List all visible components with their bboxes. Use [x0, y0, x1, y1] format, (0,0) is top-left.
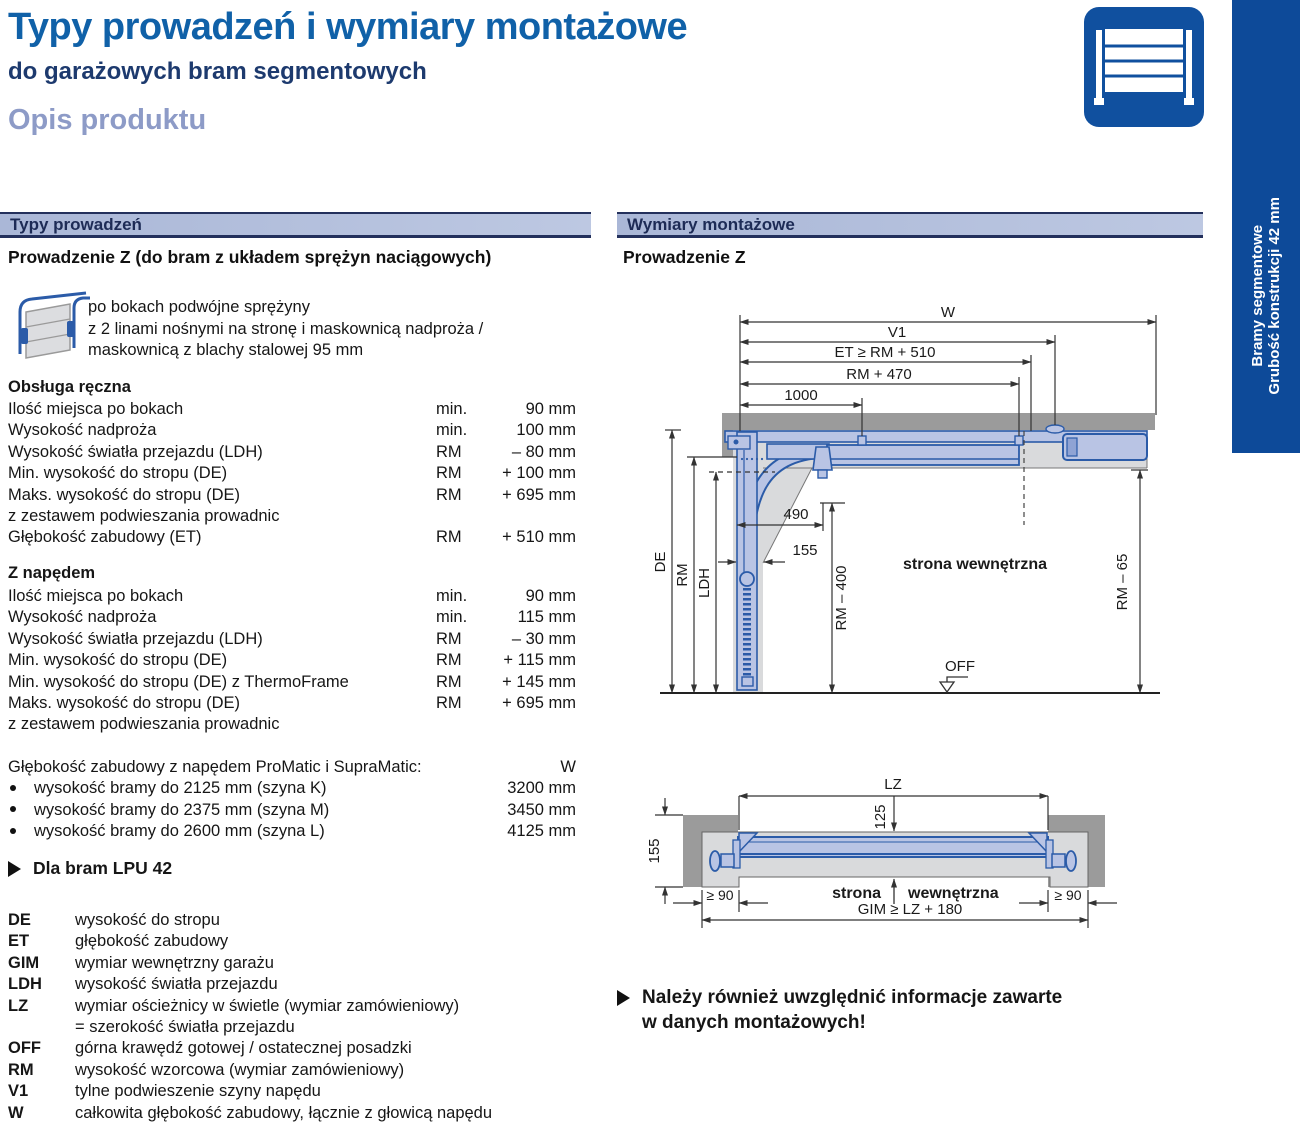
spec-label: Wysokość światła przejazdu (LDH): [8, 442, 263, 461]
spec-ref: RM: [436, 485, 462, 504]
edge-tab-text: [1249, 197, 1283, 395]
spec-ref: RM: [436, 442, 462, 461]
spec-label: Maks. wysokość do stropu (DE): [8, 485, 240, 504]
spec-ref: min.: [436, 608, 468, 627]
edge-tab: [1232, 0, 1300, 453]
table-row: [8, 629, 576, 650]
table-row: [8, 757, 576, 778]
inner-side-label: strona wewnętrzna: [902, 556, 1048, 573]
legend-row: [8, 1060, 576, 1081]
table-row: [8, 607, 576, 628]
inner-left-label: strona: [832, 885, 881, 902]
legend-row: [8, 953, 576, 974]
track-z-caption: [88, 297, 483, 362]
dim-rm470: RM + 470: [846, 366, 912, 383]
table-row: [8, 420, 576, 441]
manual-heading: Obsługa ręczna: [8, 378, 131, 396]
spec-value: + 510 mm: [502, 528, 576, 547]
section-bar-track-types: Typy prowadzeń: [0, 212, 591, 238]
legend-row: [8, 910, 576, 931]
spec-value: 90 mm: [525, 400, 576, 418]
table-row: [8, 714, 576, 735]
lpu-note: [8, 858, 172, 879]
plan-view-diagram: [615, 770, 1165, 965]
table-row: [8, 527, 576, 548]
legend-abbr: GIM: [8, 953, 40, 972]
spec-label: z zestawem podwieszania prowadnic: [8, 506, 280, 525]
off-datum-symbol: [947, 677, 968, 682]
table-row: [8, 778, 576, 799]
mounting-data-note: [617, 985, 1062, 1035]
spec-label: Maks. wysokość do stropu (DE): [8, 693, 240, 712]
lpu-note-text: Dla bram LPU 42: [33, 858, 173, 878]
legend-abbr: W: [8, 1103, 24, 1122]
legend-desc: tylne podwieszenie szyny napędu: [75, 1082, 321, 1101]
legend-desc: wysokość wzorcowa (wymiar zamówieniowy): [75, 1060, 405, 1079]
page-subtitle: do garażowych bram segmentowych: [8, 58, 427, 85]
dim-de: DE: [652, 551, 669, 573]
inner-right-label: wewnętrzna: [908, 885, 999, 902]
note-line1: Należy również uwzględnić informacje zawarte: [642, 987, 1063, 1008]
legend-desc: wysokość do stropu: [75, 911, 220, 929]
legend-abbr: V1: [8, 1082, 29, 1101]
dim-ge90-right: ≥ 90: [1054, 887, 1082, 903]
spec-value: + 145 mm: [502, 672, 576, 691]
legend-abbr: LDH: [8, 975, 42, 994]
depth-value: 4125 mm: [507, 822, 576, 841]
legend-row: [8, 1081, 576, 1102]
spec-label: Wysokość nadproża: [8, 608, 157, 627]
spec-label: Min. wysokość do stropu (DE) z ThermoFrame: [8, 672, 349, 691]
spec-value: + 115 mm: [503, 651, 576, 670]
caption-line: z 2 linami nośnymi na stronę i maskownicą nadproża /: [88, 319, 484, 338]
table-row: [8, 672, 576, 693]
dim-w: W: [940, 304, 956, 321]
legend-desc: całkowita głębokość zabudowy, łącznie z głowicą napędu: [75, 1103, 493, 1122]
dim-rm400: RM – 400: [833, 565, 850, 631]
depth-value: 3450 mm: [507, 800, 576, 819]
legend-desc-2: = szerokość światła przejazdu: [75, 1018, 295, 1037]
sectional-door-icon: [1083, 6, 1205, 133]
legend-desc: górna krawędź gotowej / ostatecznej posadzki: [75, 1039, 412, 1058]
table-row: [8, 821, 576, 842]
spec-ref: min.: [436, 400, 468, 418]
spec-value: [488, 714, 576, 735]
legend-row: [8, 974, 576, 995]
depth-heading: Głębokość zabudowy z napędem ProMatic i SupraMatic:: [8, 758, 422, 776]
dim-gim: GIM ≥ LZ + 180: [857, 901, 963, 918]
spec-label: Wysokość nadproża: [8, 421, 157, 440]
spec-label: Min. wysokość do stropu (DE): [8, 464, 228, 483]
legend-row: [8, 1038, 576, 1059]
legend-desc: wysokość światła przejazdu: [75, 975, 278, 994]
depth-col-header: W: [560, 758, 576, 776]
legend-desc: głębokość zabudowy: [75, 932, 229, 951]
spec-value: – 30 mm: [511, 629, 576, 648]
dim-rm: RM: [674, 563, 691, 587]
spec-label: Wysokość światła przejazdu (LDH): [8, 629, 263, 648]
note-line2: w danych montażowych!: [642, 1012, 866, 1033]
bullet-icon: [10, 785, 16, 791]
spec-ref: [436, 506, 488, 527]
dim-1000: 1000: [784, 387, 818, 404]
spec-label: Ilość miejsca po bokach: [8, 400, 184, 418]
spec-ref: min.: [436, 421, 468, 440]
spec-label: z zestawem podwieszania prowadnic: [8, 715, 280, 734]
dim-155-plan: 155: [646, 838, 663, 864]
depth-label: wysokość bramy do 2375 mm (szyna M): [34, 800, 330, 819]
section-bar-mounting-dims: Wymiary montażowe: [617, 212, 1203, 238]
dim-v1: V1: [887, 324, 907, 341]
legend-row: [8, 931, 576, 952]
spec-ref: min.: [436, 587, 468, 605]
caption-line: po bokach podwójne sprężyny: [88, 298, 310, 316]
edge-tab-line2: Grubość konstrukcji 42 mm: [1266, 196, 1283, 395]
spec-value: – 80 mm: [511, 442, 576, 461]
table-row: [8, 800, 576, 821]
spec-label: Min. wysokość do stropu (DE): [8, 651, 228, 670]
z-track-icon: [6, 288, 90, 377]
spec-ref: RM: [436, 672, 462, 691]
legend-abbr: LZ: [8, 996, 29, 1015]
legend-abbr: RM: [8, 1060, 34, 1079]
edge-tab-line1: Bramy segmentowe: [1249, 224, 1266, 367]
spec-value: + 695 mm: [502, 485, 576, 504]
legend-desc: wymiar wewnętrzny garażu: [75, 953, 274, 972]
manual-table: [8, 399, 576, 549]
dim-490: 490: [783, 506, 809, 523]
table-row: [8, 463, 576, 484]
spec-value: 90 mm: [525, 587, 576, 605]
table-row: [8, 442, 576, 463]
legend: [8, 910, 576, 1124]
powered-table: [8, 586, 576, 736]
spec-ref: RM: [436, 528, 462, 547]
legend-desc: wymiar ościeżnicy w świetle (wymiar zamówieniowy): [75, 996, 460, 1015]
off-label: OFF: [945, 658, 975, 675]
powered-heading: Z napędem: [8, 564, 96, 582]
dim-125: 125: [872, 804, 889, 830]
spec-label: Głębokość zabudowy (ET): [8, 528, 202, 547]
mounting-z-heading: Prowadzenie Z: [623, 247, 746, 267]
side-view-diagram: [615, 285, 1215, 720]
table-row: [8, 485, 576, 506]
spec-ref: RM: [436, 651, 462, 670]
section-title: Opis produktu: [8, 104, 207, 136]
depth-table: [8, 757, 576, 843]
page-title: Typy prowadzeń i wymiary montażowe: [8, 6, 688, 48]
dim-ldh: LDH: [696, 567, 713, 599]
dim-et: ET ≥ RM + 510: [834, 344, 936, 361]
track-z-heading: Prowadzenie Z (do bram z układem sprężyn naciągowych): [8, 247, 492, 267]
dim-lz: LZ: [884, 776, 902, 793]
depth-label: wysokość bramy do 2125 mm (szyna K): [34, 779, 327, 798]
legend-row: [8, 996, 576, 1039]
spec-ref: RM: [436, 629, 462, 648]
bullet-icon: [10, 806, 16, 812]
spec-ref: RM: [436, 693, 462, 712]
dim-ge90-left: ≥ 90: [706, 887, 734, 903]
table-row: [8, 586, 576, 607]
depth-value: 3200 mm: [507, 779, 576, 798]
table-row: [8, 693, 576, 714]
dim-rm65: RM – 65: [1114, 553, 1131, 611]
legend-abbr: OFF: [8, 1039, 41, 1058]
table-row: [8, 650, 576, 671]
spec-value: + 695 mm: [502, 693, 576, 712]
table-row: [8, 399, 576, 420]
legend-abbr: DE: [8, 911, 31, 929]
spec-value: 115 mm: [517, 608, 576, 627]
legend-abbr: ET: [8, 932, 30, 951]
spec-ref: RM: [436, 464, 462, 483]
legend-row: [8, 1103, 576, 1124]
bullet-icon: [10, 828, 16, 834]
table-row: [8, 506, 576, 527]
spec-value: [488, 506, 576, 527]
depth-label: wysokość bramy do 2600 mm (szyna L): [34, 822, 325, 841]
spec-value: 100 mm: [516, 421, 576, 440]
spec-value: + 100 mm: [502, 464, 576, 483]
spec-label: Ilość miejsca po bokach: [8, 587, 184, 605]
spec-ref: [436, 714, 488, 735]
caption-line: maskownicą z blachy stalowej 95 mm: [88, 341, 364, 359]
arrow-bullet-icon: [617, 990, 630, 1006]
dim-155: 155: [792, 542, 818, 559]
arrow-bullet-icon: [8, 861, 21, 877]
